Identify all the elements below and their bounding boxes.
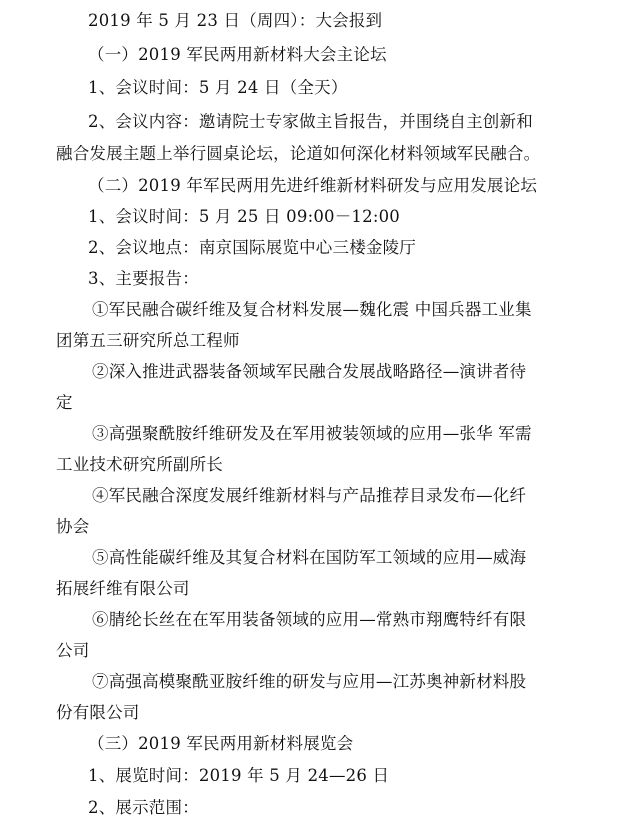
report-3: ③高强聚酰胺纤维研发及在军用被装领域的应用—张华 军需: [92, 424, 532, 443]
report-4: ④军民融合深度发展纤维新材料与产品推荐目录发布—化纤: [92, 486, 527, 505]
report-6: ⑥腈纶长丝在在军用装备领域的应用—常熟市翔鹰特纤有限: [92, 610, 527, 629]
section-heading-main-forum: （一）2019 军民两用新材料大会主论坛: [88, 45, 387, 64]
fiber-forum-time: 1、会议时间：5 月 25 日 09:00－12:00: [88, 207, 400, 226]
day-registration-line: 2019 年 5 月 23 日（周四）：大会报到: [88, 11, 383, 30]
main-reports-label: 3、主要报告：: [88, 269, 199, 288]
report-5: ⑤高性能碳纤维及其复合材料在国防军工领域的应用—威海: [92, 548, 527, 567]
report-2: ②深入推进武器装备领域军民融合发展战略路径—演讲者待: [92, 362, 527, 381]
report-1: ①军民融合碳纤维及复合材料发展—魏化震 中国兵器工业集: [92, 300, 532, 319]
report-1-cont: 团第五三研究所总工程师: [56, 331, 240, 350]
main-forum-content: 2、会议内容：邀请院士专家做主旨报告，并围绕自主创新和: [88, 112, 533, 131]
main-forum-time: 1、会议时间：5 月 24 日（全天）: [88, 78, 348, 97]
section-heading-fiber-forum: （二）2019 年军民两用先进纤维新材料研发与应用发展论坛: [88, 176, 538, 195]
report-3-cont: 工业技术研究所副所长: [56, 455, 223, 474]
report-5-cont: 拓展纤维有限公司: [56, 579, 190, 598]
report-2-cont: 定: [56, 393, 73, 412]
section-heading-exhibition: （三）2019 军民两用新材料展览会: [88, 734, 354, 753]
report-4-cont: 协会: [56, 517, 90, 536]
report-7: ⑦高强高模聚酰亚胺纤维的研发与应用—江苏奥神新材料股: [92, 672, 527, 691]
report-7-cont: 份有限公司: [56, 703, 140, 722]
exhibition-scope-label: 2、展示范围：: [88, 798, 199, 817]
report-6-cont: 公司: [56, 641, 90, 660]
fiber-forum-venue: 2、会议地点：南京国际展览中心三楼金陵厅: [88, 238, 416, 257]
main-forum-content-cont: 融合发展主题上举行圆桌论坛，论道如何深化材料领域军民融合。: [56, 144, 541, 163]
exhibition-time: 1、展览时间：2019 年 5 月 24—26 日: [88, 766, 390, 785]
